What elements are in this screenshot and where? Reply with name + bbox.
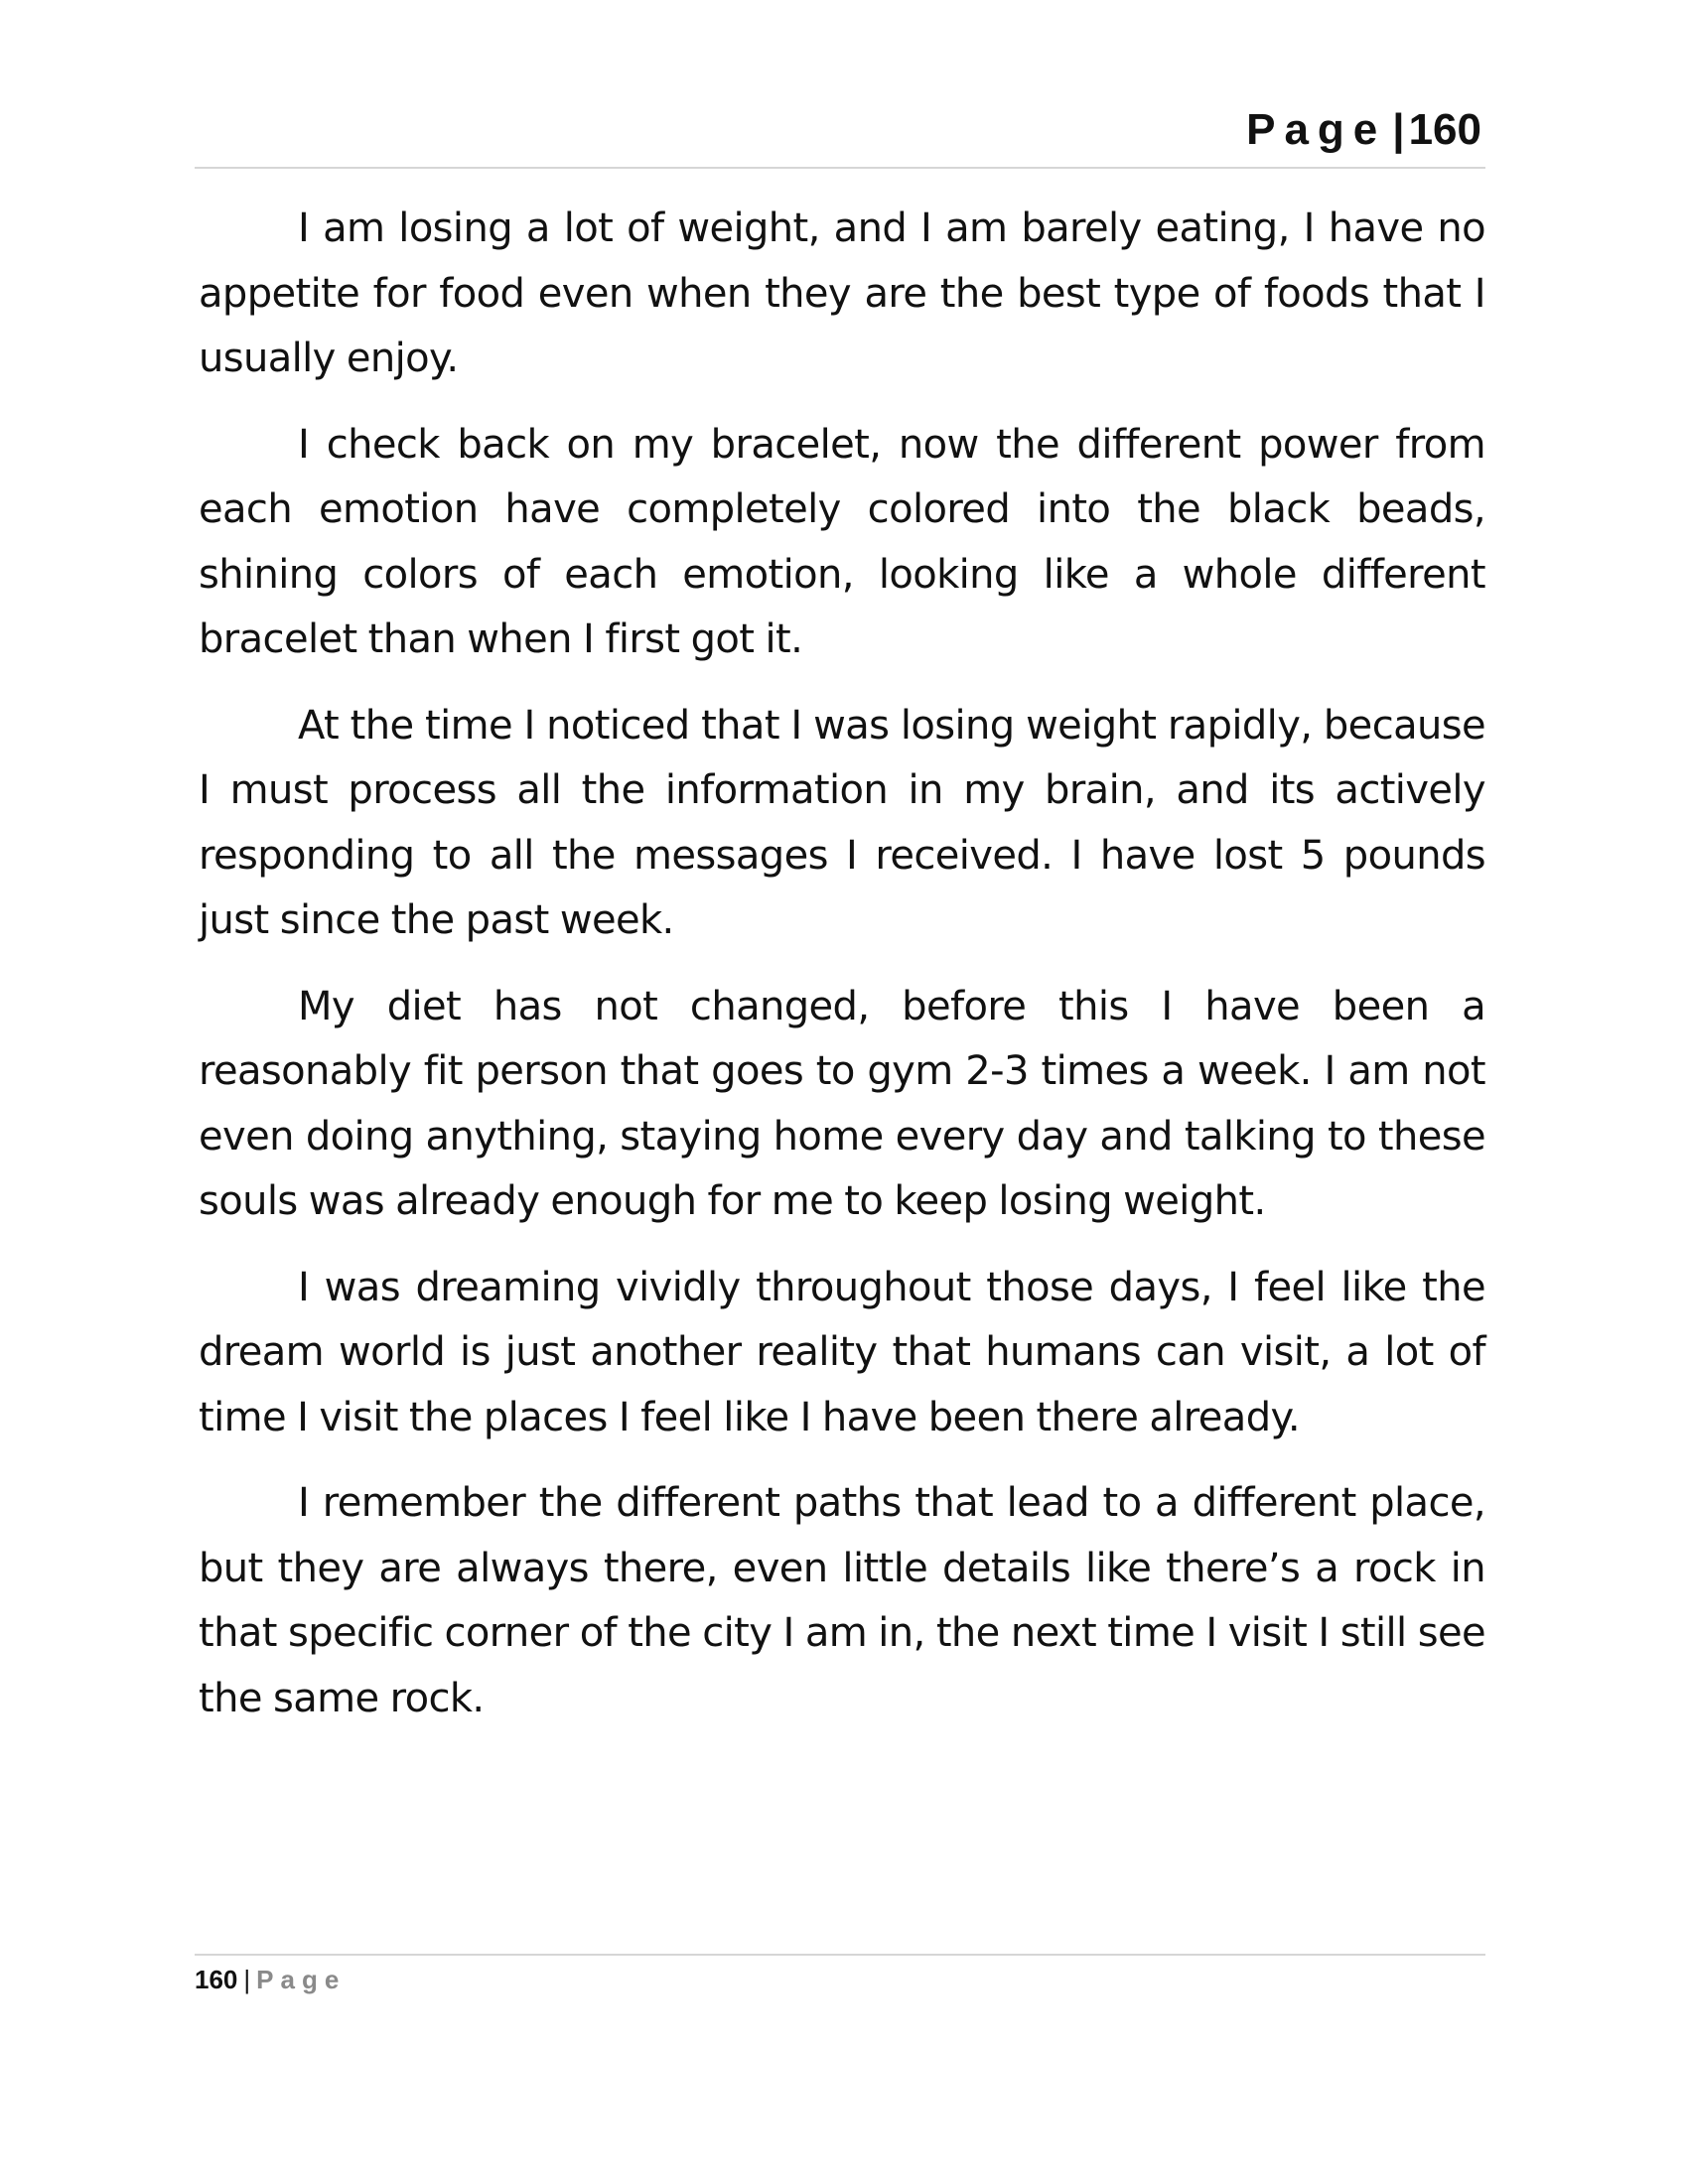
footer-page-label <box>195 1964 1485 1995</box>
header-page-label <box>1246 105 1481 155</box>
page-header <box>195 101 1485 169</box>
page-footer <box>195 1954 1485 1995</box>
header-separator: | <box>1392 105 1405 154</box>
paragraph: I was dreaming vividly throughout those days, I feel like the dream world is just another reality that humans can visit, a lot of time I visit the places I feel like I have been there already. <box>199 1264 1485 1440</box>
footer-page-number: 160 <box>195 1965 238 1994</box>
header-page-word: Page <box>1246 105 1387 154</box>
header-page-number: 160 <box>1408 105 1481 154</box>
footer-page-word: Page <box>256 1965 347 1994</box>
paragraph: I am losing a lot of weight, and I am barely eating, I have no appetite for food even when they are the best type of foods that I usually enjoy. <box>199 205 1485 381</box>
footer-separator: | <box>243 1965 251 1994</box>
page-body <box>199 197 1485 1752</box>
paragraph: I remember the different paths that lead to a different place, but they are always there, even little details like there’s a rock in that specific corner of the city I am in, the next time I visit I still see the same rock. <box>199 1480 1485 1721</box>
paragraph: My diet has not changed, before this I have been a reasonably fit person that goes to gym 2-3 times a week. I am not even doing anything, staying home every day and talking to these souls was already enough for me to keep losing weight. <box>199 983 1485 1224</box>
paragraph: At the time I noticed that I was losing weight rapidly, because I must process all the information in my brain, and its actively responding to all the messages I received. I have lost 5 pounds just since the past week. <box>199 702 1485 943</box>
paragraph: I check back on my bracelet, now the different power from each emotion have completely colored into the black beads, shining colors of each emotion, looking like a whole different bracelet than when I first got it. <box>199 421 1485 662</box>
